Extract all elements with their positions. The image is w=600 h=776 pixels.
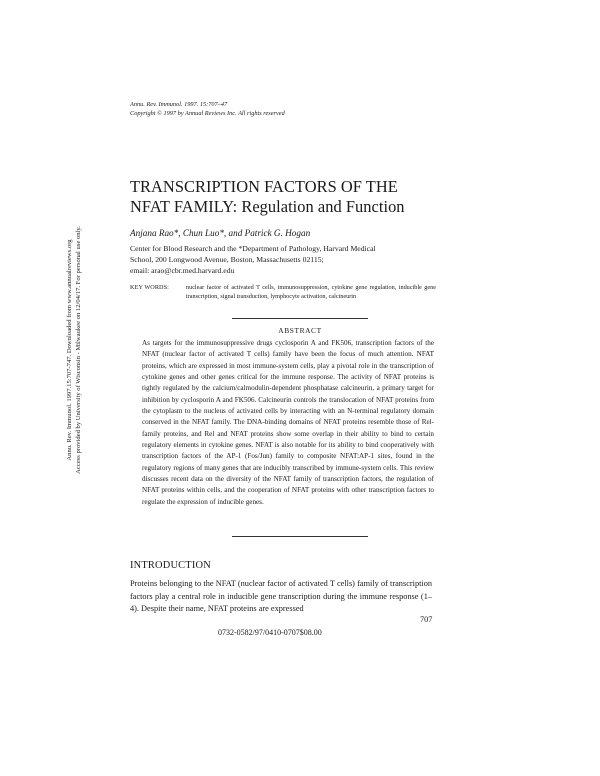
introduction-text: Proteins belonging to the NFAT (nuclear factor of activated T cells) family of transcription factors play a central role in inducible gene transcription during the immune response (1–4). Despite their name, NFAT proteins are expressed — [130, 579, 432, 614]
abstract-heading: ABSTRACT — [278, 326, 322, 335]
affiliation-line-2: School, 200 Longwood Avenue, Boston, Massachusetts 02115; — [130, 255, 324, 265]
abstract-bottom-rule — [232, 536, 368, 537]
abstract-top-rule — [232, 318, 368, 319]
side-note-line-1: Annu. Rev. Immunol. 1997.15:707-747. Downloaded from www.annualreviews.org — [66, 239, 73, 461]
affiliation-line-1: Center for Blood Research and the *Department of Pathology, Harvard Medical — [130, 244, 376, 253]
page-number: 707 — [420, 615, 433, 624]
side-note-line-2: Access provided by University of Wisconsin - Milwaukee on 12/04/17. For personal use only. — [74, 226, 82, 474]
journal-citation — [130, 101, 390, 118]
article-title — [130, 177, 470, 217]
download-side-note — [66, 200, 84, 500]
citation-line-2: Copyright © 1997 by Annual Reviews Inc. All rights reserved — [130, 109, 285, 117]
section-heading-introduction: INTRODUCTION — [130, 560, 211, 571]
citation-line-1: Annu. Rev. Immunol. 1997. 15:707–47 — [130, 101, 228, 108]
keywords-label: KEY WORDS: — [130, 284, 169, 291]
title-line-2: NFAT FAMILY: Regulation and Function — [130, 197, 405, 216]
authors: Anjana Rao*, Chun Luo*, and Patrick G. Hogan — [130, 228, 311, 238]
keywords-text: nuclear factor of activated T cells, immunosuppression, cytokine gene regulation, inducible gene transcription, signal transduction, lymphocyte activation, calcineurin — [186, 284, 436, 300]
affiliation — [130, 243, 470, 277]
abstract-body: As targets for the immunosuppressive drugs cyclosporin A and FK506, transcription factors of the NFAT (nuclear factor of activated T cells) family have been the focus of much attention. NFAT proteins, which are expressed in most immune-system cells, play a pivotal role in the transcription of cytokine genes and other genes critical for the immune response. The activity of NFAT proteins is tightly regulated by the calcium/calmodulin-dependent phosphatase calcineurin, a primary target for inhibition by cyclosporin A and FK506. Calcineurin controls the translocation of NFAT proteins from the cytoplasm to the nucleus of activated cells by interacting with an N-terminal regulatory domain conserved in the NFAT family. The DNA-binding domains of NFAT proteins resemble those of Rel-family proteins, and Rel and NFAT proteins show some overlap in their ability to bind to certain regulatory elements in cytokine genes. NFAT is also notable for its ability to bind cooperatively with transcription factors of the AP-1 (Fos/Jun) family to composite NFAT:AP-1 sites, found in the regulatory regions of many genes that are inducibly transcribed by immune-system cells. This review discusses recent data on the diversity of the NFAT family of transcription factors, the regulation of NFAT proteins within cells, and the cooperation of NFAT proteins with other transcription factors to regulate the expression of inducible genes. — [142, 339, 434, 506]
article-code: 0732-0582/97/0410-0707$08.00 — [218, 628, 322, 637]
title-line-1: TRANSCRIPTION FACTORS OF THE — [130, 177, 398, 196]
affiliation-email: email: arao@cbr.med.harvard.edu — [130, 266, 235, 276]
